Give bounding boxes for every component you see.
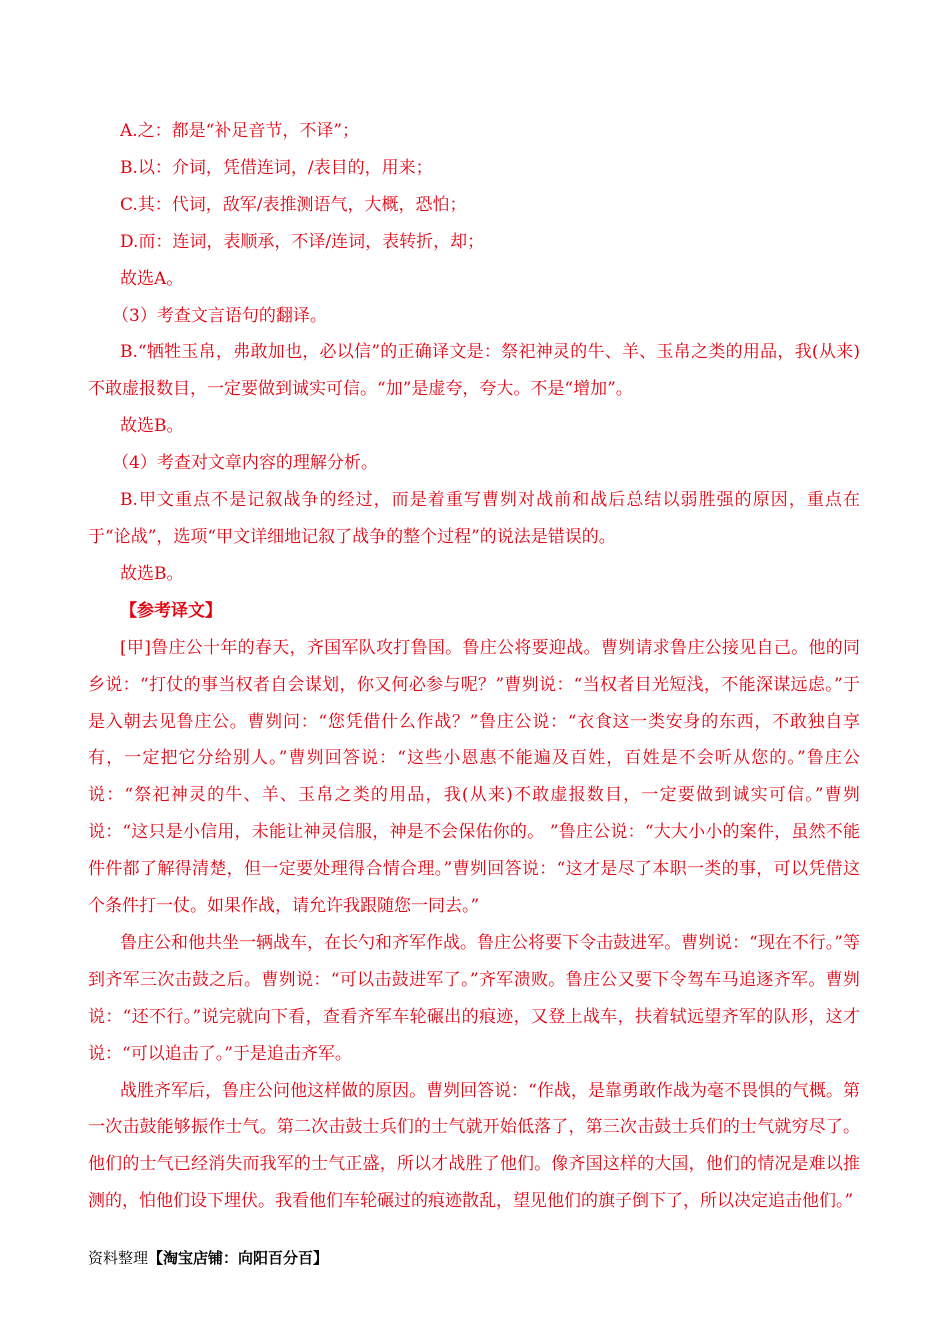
footer-prefix: 资料整理 bbox=[88, 1249, 149, 1267]
q4-title: （4）考查对文章内容的理解分析。 bbox=[112, 453, 378, 474]
q2-option-b: B.以：介词，凭借连词，/表目的，用来； bbox=[120, 157, 433, 178]
q4-answer: 故选B。 bbox=[120, 563, 184, 584]
reference-paragraph-3: 战胜齐军后，鲁庄公问他这样做的原因。曹刿回答说：“作战，是靠勇敢作战为毫不畏惧的气概。第一次击鼓能够振作士气。第二次击鼓士兵们的士气就开始低落了，第三次击鼓士兵们的士气就穷尽了。他们的士气已经消失而我军的士气正盛，所以才战胜了他们。像齐国这样的大国，他们的情况是难以推测的，怕他们设下埋伏。我看他们车轮碾过的痕迹散乱，望见他们的旗子倒下了，所以决定追击他们。” bbox=[88, 1080, 860, 1212]
reference-paragraph-2: 鲁庄公和他共坐一辆战车，在长勺和齐军作战。鲁庄公将要下令击鼓进军。曹刿说：“现在不行。”等到齐军三次击鼓之后。曹刿说：“可以击鼓进军了。”齐军溃败。鲁庄公又要下令驾车马追逐齐军。曹刿说：“还不行。”说完就向下看，查看齐军车轮碾出的痕迹，又登上战车，扶着轼远望齐军的队形，这才说：“可以追击了。”于是追击齐军。 bbox=[88, 932, 860, 1064]
q3-title: （3）考查文言语句的翻译。 bbox=[112, 305, 327, 326]
q2-option-d: D.而：连词，表顺承，不译/连词，表转折，却； bbox=[120, 231, 485, 252]
q3-body: B.“牺牲玉帛，弗敢加也，必以信”的正确译文是：祭祀神灵的牛、羊、玉帛之类的用品，我(从来)不敢虚报数目，一定要做到诚实可信。“加”是虚夸，夸大。不是“增加”。 bbox=[88, 342, 860, 400]
page-footer bbox=[88, 1247, 328, 1269]
q2-option-c: C.其：代词，敌军/表推测语气，大概，恐怕； bbox=[120, 194, 467, 215]
reference-paragraph-1: [甲]鲁庄公十年的春天，齐国军队攻打鲁国。鲁庄公将要迎战。曹刿请求鲁庄公接见自己。他的同乡说：“打仗的事当权者自会谋划，你又何必参与呢？”曹刿说：“当权者目光短浅，不能深谋远虑。”于是入朝去见鲁庄公。曹刿问：“您凭借什么作战？”鲁庄公说：“衣食这一类安身的东西，不敢独自享有，一定把它分给别人。”曹刿回答说：“这些小恩惠不能遍及百姓，百姓是不会听从您的。”鲁庄公说：“祭祀神灵的牛、羊、玉帛之类的用品，我(从来)不敢虚报数目，一定要做到诚实可信。”曹刿说：“这只是小信用，未能让神灵信服，神是不会保佑你的。 ”鲁庄公说：“大大小小的案件，虽然不能件件都了解得清楚，但一定要处理得合情合理。”曹刿回答说：“这才是尽了本职一类的事，可以凭借这个条件打一仗。如果作战，请允许我跟随您一同去。” bbox=[88, 637, 860, 917]
document-content bbox=[88, 113, 860, 1220]
reference-translation-title: 【参考译文】 bbox=[120, 600, 222, 621]
q3-answer: 故选B。 bbox=[120, 416, 184, 437]
footer-shop-name: 【淘宝店铺：向阳百分百】 bbox=[148, 1249, 329, 1267]
q2-option-a: A.之：都是“补足音节，不译”； bbox=[120, 121, 360, 141]
q4-body: B.甲文重点不是记叙战争的经过，而是着重写曹刿对战前和战后总结以弱胜强的原因，重点在于“论战”，选项“甲文详细地记叙了战争的整个过程”的说法是错误的。 bbox=[88, 490, 860, 547]
q2-answer: 故选A。 bbox=[120, 268, 184, 289]
